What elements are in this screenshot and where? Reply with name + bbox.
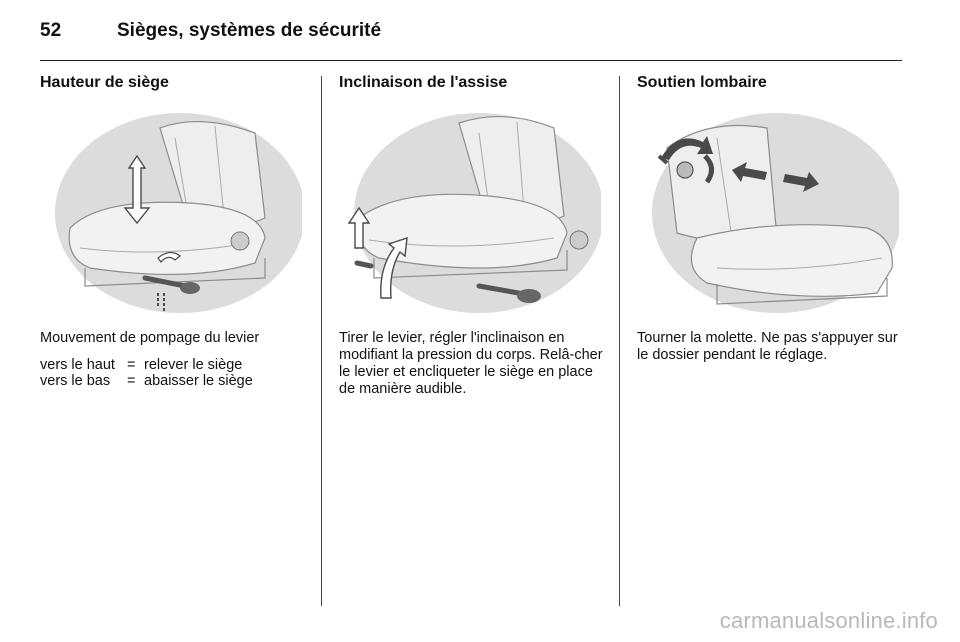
section-lumbar-support (637, 74, 905, 363)
section-seat-height (40, 74, 308, 389)
section-heading: Soutien lombaire (637, 74, 767, 91)
column-divider-2 (619, 76, 620, 606)
section-heading: Inclinaison de l'assise (339, 74, 508, 91)
definition-row (40, 373, 253, 389)
column-divider-1 (321, 76, 322, 606)
definition-value: abaisser le siège (144, 373, 253, 389)
seat-height-illustration (40, 108, 302, 322)
page-number: 52 (40, 20, 62, 41)
section-caption: Mouvement de pompage du levier (40, 330, 260, 346)
section-caption: Tourner la molette. Ne pas s'appuyer sur le dossier pendant le réglage. (637, 330, 898, 363)
definition-term: vers le bas (40, 373, 111, 389)
definition-table (40, 357, 253, 389)
lumbar-support-illustration (637, 108, 899, 322)
seat-tilt-illustration (339, 108, 601, 322)
definition-separator: = (127, 373, 136, 389)
definition-separator: = (127, 357, 136, 373)
definition-value: relever le siège (144, 357, 243, 373)
page-title: Sièges, systèmes de sécurité (117, 20, 382, 41)
definition-term: vers le haut (40, 357, 115, 373)
definition-row (40, 357, 253, 373)
section-seat-tilt (339, 74, 607, 397)
page-header (40, 20, 900, 60)
section-caption: Tirer le levier, régler l'inclinaison en modifiant la pression du corps. Relâ-cher le levier et encliqueter le siège en place de manière audible. (339, 330, 603, 397)
watermark: carmanualsonline.info (719, 608, 938, 633)
section-heading: Hauteur de siège (40, 74, 169, 91)
header-rule (40, 60, 902, 61)
